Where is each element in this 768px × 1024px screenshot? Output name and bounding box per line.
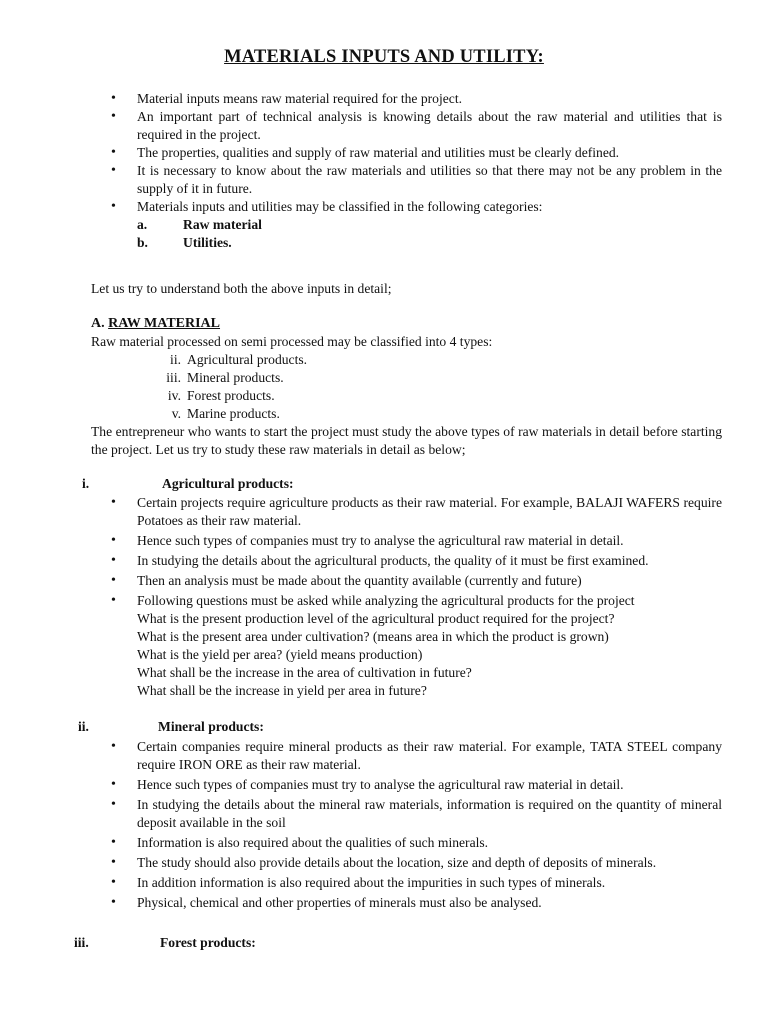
type-label: Marine products. xyxy=(187,406,280,421)
agricultural-bullet: • Certain projects require agriculture products as their raw material. For example, BALAJI WAFERS require Potatoes as their raw material. xyxy=(111,494,722,530)
category-item xyxy=(137,234,722,252)
agricultural-bullet: • Then an analysis must be made about the quantity available (currently and future) xyxy=(111,572,722,590)
category-number: a. xyxy=(137,217,148,232)
type-number: iii. xyxy=(166,370,181,385)
intro-bullet: • The properties, qualities and supply of raw material and utilities must be clearly defined. xyxy=(111,144,722,162)
agricultural-bullet: • Hence such types of companies must try to analyse the agricultural raw material in detail. xyxy=(111,532,722,550)
raw-material-intro: Raw material processed on semi processed may be classified into 4 types: xyxy=(91,334,493,349)
section-number: iii. xyxy=(74,935,89,950)
section-heading: RAW MATERIAL xyxy=(108,316,221,331)
raw-material-heading xyxy=(91,315,722,333)
intro-bullet-list xyxy=(111,90,722,216)
mineral-bullet: • In studying the details about the mineral raw materials, information is required on the quantity of mineral deposit available in the soil xyxy=(111,796,722,832)
intro-bullet: • Materials inputs and utilities may be classified in the following categories: xyxy=(111,198,722,216)
agricultural-bullet: • In studying the details about the agricultural products, the quality of it must be first examined. xyxy=(111,552,722,570)
agricultural-bullet: • Following questions must be asked while analyzing the agricultural products for the project xyxy=(111,592,722,610)
section-title: Forest products: xyxy=(160,935,256,950)
category-list xyxy=(137,216,722,252)
raw-material-type-list xyxy=(91,351,722,423)
section-title: Agricultural products: xyxy=(162,476,294,491)
intro-bullet: • An important part of technical analysis is knowing details about the raw material and utilities that is required in the project. xyxy=(111,108,722,144)
raw-material-type xyxy=(91,387,722,405)
mineral-bullet: • In addition information is also required about the impurities in such types of minerals. xyxy=(111,874,722,892)
intro-section xyxy=(111,90,722,252)
mineral-bullet: • Information is also required about the qualities of such minerals. xyxy=(111,834,722,852)
question-line: What is the present production level of the agricultural product required for the project? xyxy=(137,611,615,626)
page-title: MATERIALS INPUTS AND UTILITY: xyxy=(224,47,544,67)
category-label: Raw material xyxy=(183,217,262,232)
type-number: v. xyxy=(171,406,181,421)
category-item xyxy=(137,216,722,234)
raw-material-type xyxy=(91,369,722,387)
type-label: Forest products. xyxy=(187,388,275,403)
section-number: i. xyxy=(82,476,90,491)
type-label: Mineral products. xyxy=(187,370,284,385)
category-label: Utilities. xyxy=(183,235,232,250)
intro-bullet: • It is necessary to know about the raw materials and utilities so that there may not be any problem in the supply of it in future. xyxy=(111,162,722,198)
mineral-section xyxy=(111,738,722,914)
category-number: b. xyxy=(137,235,148,250)
mineral-bullet-list xyxy=(111,738,722,912)
mineral-heading xyxy=(78,718,722,736)
mineral-bullet: • Certain companies require mineral products as their raw material. For example, TATA STEEL company require IRON ORE as their raw material. xyxy=(111,738,722,774)
raw-material-closing: The entrepreneur who wants to start the project must study the above types of raw materials in detail before starting the project. Let us try to study these raw materials in detail as below; xyxy=(91,424,722,457)
question-line: What shall be the increase in yield per area in future? xyxy=(137,683,427,698)
question-line: What is the present area under cultivation? (means area in which the product is grown) xyxy=(137,629,609,644)
type-number: iv. xyxy=(167,388,181,403)
mineral-bullet: • Physical, chemical and other properties of minerals must also be analysed. xyxy=(111,894,722,912)
agricultural-heading xyxy=(82,475,722,493)
raw-material-type xyxy=(91,405,722,423)
question-line: What shall be the increase in the area of cultivation in future? xyxy=(137,665,472,680)
lead-in-text: Let us try to understand both the above inputs in detail; xyxy=(91,281,392,296)
agricultural-bullet-list xyxy=(111,494,722,610)
type-label: Agricultural products. xyxy=(187,352,308,367)
section-number: ii. xyxy=(78,719,89,734)
section-title: Mineral products: xyxy=(158,719,264,734)
section-prefix: A. xyxy=(91,316,105,331)
agricultural-question-list xyxy=(111,610,722,700)
question-line: What is the yield per area? (yield means production) xyxy=(137,647,423,662)
agricultural-section xyxy=(111,494,722,700)
mineral-bullet: • The study should also provide details about the location, size and depth of deposits of minerals. xyxy=(111,854,722,872)
type-number: ii. xyxy=(170,352,181,367)
forest-heading xyxy=(74,934,722,952)
raw-material-section xyxy=(91,315,722,459)
mineral-bullet: • Hence such types of companies must try to analyse the agricultural raw material in detail. xyxy=(111,776,722,794)
intro-bullet: • Material inputs means raw material required for the project. xyxy=(111,90,722,108)
raw-material-type xyxy=(91,351,722,369)
